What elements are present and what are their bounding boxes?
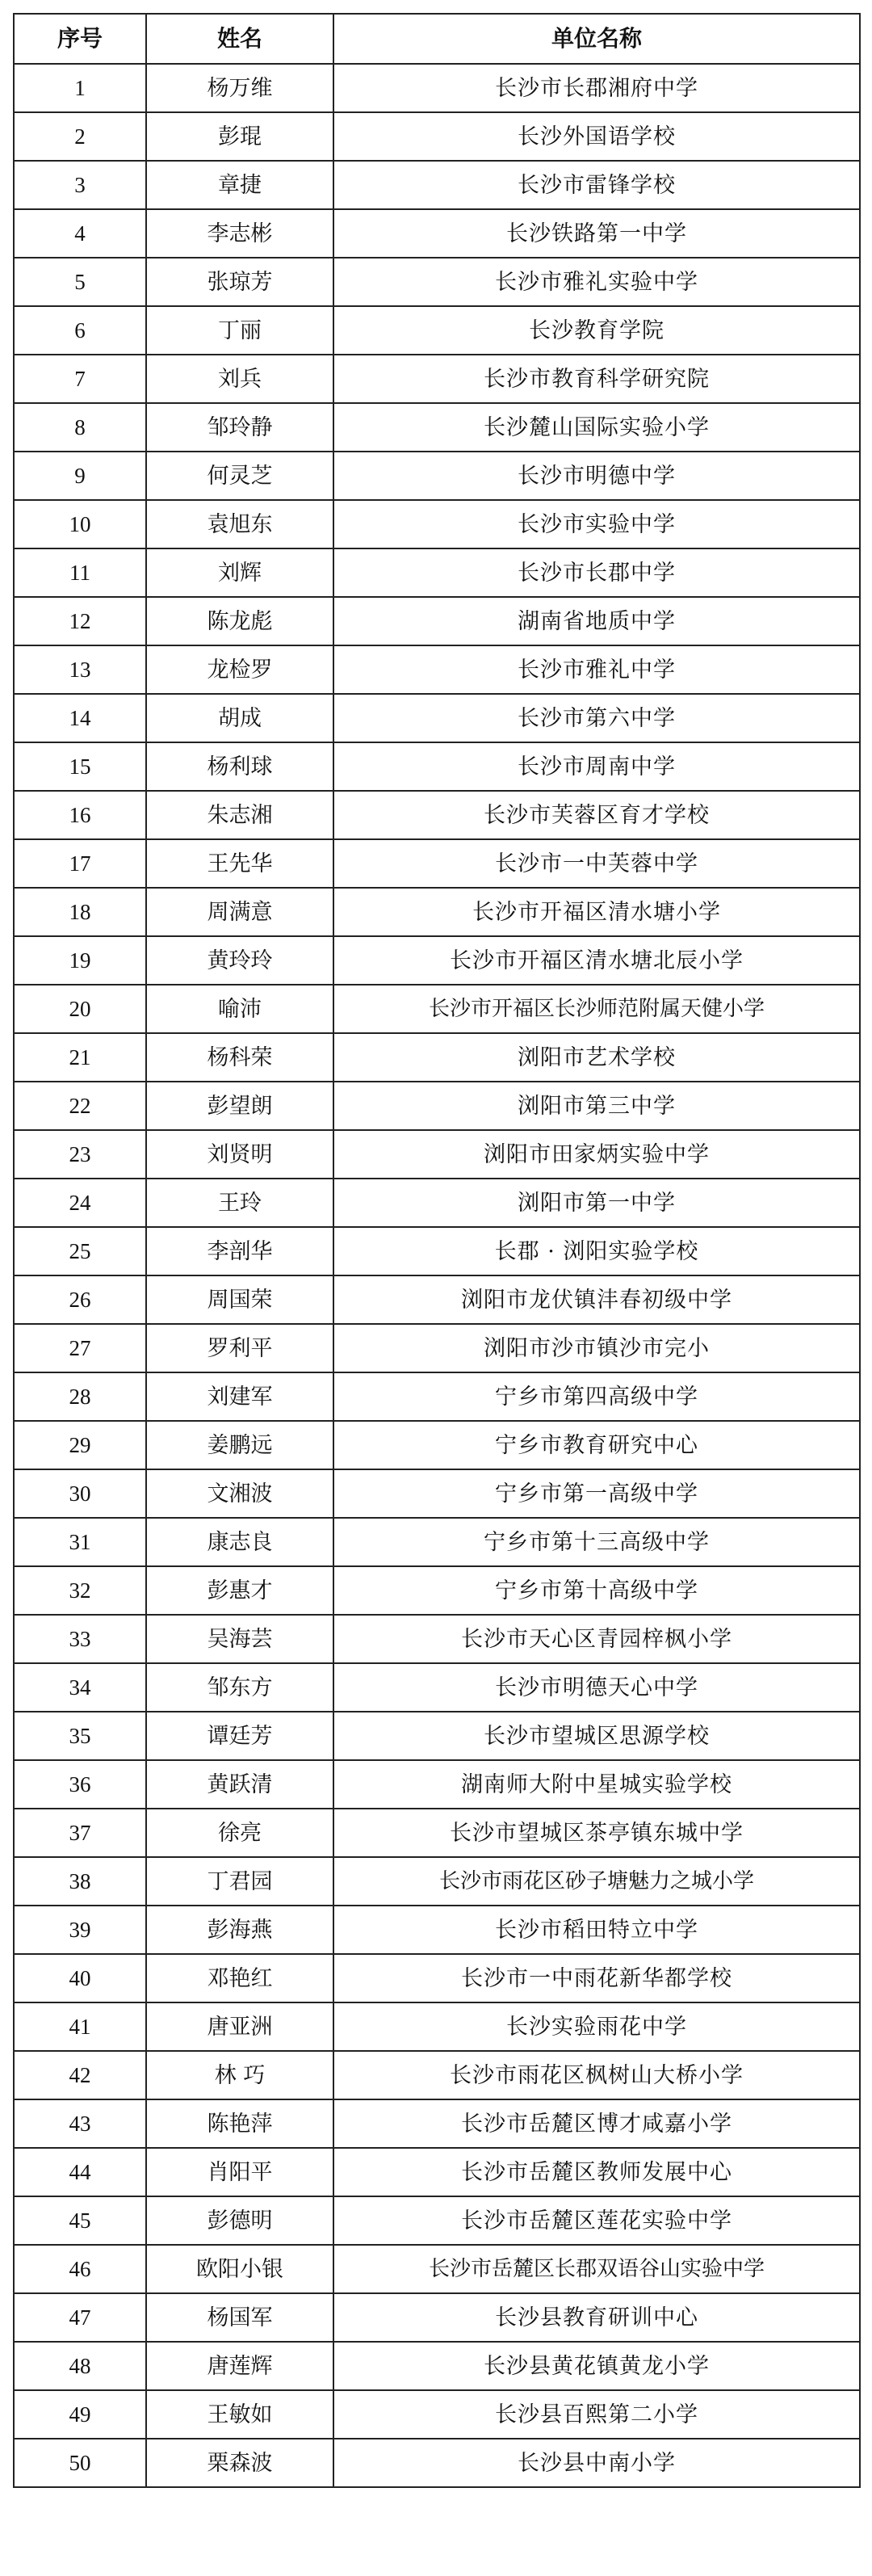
cell-organization: 长沙县教育研训中心: [333, 2293, 860, 2342]
cell-serial-number: 47: [14, 2293, 146, 2342]
cell-organization: 长沙市雷锋学校: [333, 161, 860, 209]
cell-organization: 宁乡市第一高级中学: [333, 1469, 860, 1518]
cell-serial-number: 17: [14, 839, 146, 888]
cell-name: 李剖华: [146, 1227, 333, 1275]
table-row: [14, 161, 860, 209]
roster-document: [13, 13, 859, 2488]
table-row: [14, 452, 860, 500]
cell-serial-number: 24: [14, 1179, 146, 1227]
cell-name: 彭海燕: [146, 1906, 333, 1954]
cell-serial-number: 50: [14, 2439, 146, 2487]
cell-serial-number: 16: [14, 791, 146, 839]
cell-organization: 长沙铁路第一中学: [333, 209, 860, 258]
cell-serial-number: 14: [14, 694, 146, 742]
cell-serial-number: 45: [14, 2196, 146, 2245]
table-row: [14, 1130, 860, 1179]
cell-name: 邹玲静: [146, 403, 333, 452]
cell-serial-number: 3: [14, 161, 146, 209]
cell-serial-number: 39: [14, 1906, 146, 1954]
cell-serial-number: 38: [14, 1857, 146, 1906]
cell-organization: 长沙市周南中学: [333, 742, 860, 791]
cell-name: 刘建军: [146, 1372, 333, 1421]
cell-organization: 长沙实验雨花中学: [333, 2002, 860, 2051]
table-row: [14, 1906, 860, 1954]
cell-name: 王玲: [146, 1179, 333, 1227]
table-row: [14, 1615, 860, 1663]
cell-serial-number: 4: [14, 209, 146, 258]
cell-serial-number: 32: [14, 1566, 146, 1615]
cell-serial-number: 35: [14, 1712, 146, 1760]
table-row: [14, 258, 860, 306]
cell-organization: 湖南师大附中星城实验学校: [333, 1760, 860, 1809]
cell-organization: 长沙市实验中学: [333, 500, 860, 548]
cell-organization: 浏阳市田家炳实验中学: [333, 1130, 860, 1179]
cell-organization: 宁乡市第十高级中学: [333, 1566, 860, 1615]
cell-name: 丁丽: [146, 306, 333, 355]
cell-name: 王先华: [146, 839, 333, 888]
cell-organization: 浏阳市艺术学校: [333, 1033, 860, 1082]
table-row: [14, 1421, 860, 1469]
cell-name: 彭惠才: [146, 1566, 333, 1615]
table-row: [14, 2148, 860, 2196]
cell-organization: 浏阳市第一中学: [333, 1179, 860, 1227]
cell-organization: 长沙市明德中学: [333, 452, 860, 500]
cell-serial-number: 5: [14, 258, 146, 306]
cell-serial-number: 2: [14, 112, 146, 161]
cell-name: 杨科荣: [146, 1033, 333, 1082]
cell-serial-number: 48: [14, 2342, 146, 2390]
table-row: [14, 2099, 860, 2148]
cell-name: 吴海芸: [146, 1615, 333, 1663]
header-organization: 单位名称: [333, 14, 860, 64]
table-row: [14, 112, 860, 161]
cell-organization: 长沙市天心区青园梓枫小学: [333, 1615, 860, 1663]
cell-name: 谭廷芳: [146, 1712, 333, 1760]
table-row: [14, 209, 860, 258]
table-row: [14, 2051, 860, 2099]
table-row: [14, 985, 860, 1033]
cell-name: 陈艳萍: [146, 2099, 333, 2148]
cell-organization: 宁乡市第四高级中学: [333, 1372, 860, 1421]
table-row: [14, 694, 860, 742]
cell-name: 杨国军: [146, 2293, 333, 2342]
cell-organization: 长沙县中南小学: [333, 2439, 860, 2487]
cell-name: 喻沛: [146, 985, 333, 1033]
cell-serial-number: 41: [14, 2002, 146, 2051]
table-row: [14, 1372, 860, 1421]
cell-serial-number: 1: [14, 64, 146, 112]
cell-name: 黄玲玲: [146, 936, 333, 985]
cell-name: 彭德明: [146, 2196, 333, 2245]
table-row: [14, 64, 860, 112]
cell-name: 黄跃清: [146, 1760, 333, 1809]
cell-name: 刘辉: [146, 548, 333, 597]
table-row: [14, 1082, 860, 1130]
cell-organization: 浏阳市龙伏镇沣春初级中学: [333, 1275, 860, 1324]
cell-name: 邓艳红: [146, 1954, 333, 2002]
cell-name: 袁旭东: [146, 500, 333, 548]
table-row: [14, 548, 860, 597]
cell-organization: 浏阳市第三中学: [333, 1082, 860, 1130]
table-row: [14, 1954, 860, 2002]
cell-serial-number: 12: [14, 597, 146, 645]
cell-serial-number: 29: [14, 1421, 146, 1469]
cell-serial-number: 46: [14, 2245, 146, 2293]
cell-serial-number: 40: [14, 1954, 146, 2002]
cell-name: 周国荣: [146, 1275, 333, 1324]
roster-table: [13, 13, 861, 2488]
cell-organization: 长沙县黄花镇黄龙小学: [333, 2342, 860, 2390]
cell-serial-number: 42: [14, 2051, 146, 2099]
cell-organization: 宁乡市第十三高级中学: [333, 1518, 860, 1566]
table-row: [14, 2293, 860, 2342]
cell-serial-number: 10: [14, 500, 146, 548]
cell-name: 胡成: [146, 694, 333, 742]
cell-organization: 长沙市明德天心中学: [333, 1663, 860, 1712]
cell-name: 徐亮: [146, 1809, 333, 1857]
cell-name: 文湘波: [146, 1469, 333, 1518]
table-row: [14, 888, 860, 936]
cell-serial-number: 18: [14, 888, 146, 936]
table-row: [14, 936, 860, 985]
table-row: [14, 403, 860, 452]
cell-name: 龙检罗: [146, 645, 333, 694]
cell-serial-number: 20: [14, 985, 146, 1033]
table-row: [14, 500, 860, 548]
cell-name: 周满意: [146, 888, 333, 936]
cell-name: 欧阳小银: [146, 2245, 333, 2293]
cell-serial-number: 34: [14, 1663, 146, 1712]
cell-name: 栗森波: [146, 2439, 333, 2487]
cell-organization: 长沙市一中雨花新华都学校: [333, 1954, 860, 2002]
table-row: [14, 2245, 860, 2293]
cell-organization: 长沙市稻田特立中学: [333, 1906, 860, 1954]
cell-organization: 长沙市雅礼实验中学: [333, 258, 860, 306]
table-row: [14, 2002, 860, 2051]
table-row: [14, 1324, 860, 1372]
cell-serial-number: 22: [14, 1082, 146, 1130]
cell-name: 彭琨: [146, 112, 333, 161]
cell-organization: 长沙市雨花区砂子塘魅力之城小学: [333, 1857, 860, 1906]
cell-organization: 长沙市第六中学: [333, 694, 860, 742]
table-row: [14, 1275, 860, 1324]
cell-name: 罗利平: [146, 1324, 333, 1372]
cell-name: 姜鹏远: [146, 1421, 333, 1469]
table-row: [14, 1663, 860, 1712]
header-name: 姓名: [146, 14, 333, 64]
cell-name: 李志彬: [146, 209, 333, 258]
table-row: [14, 839, 860, 888]
table-row: [14, 2342, 860, 2390]
cell-organization: 浏阳市沙市镇沙市完小: [333, 1324, 860, 1372]
table-row: [14, 1760, 860, 1809]
cell-serial-number: 37: [14, 1809, 146, 1857]
cell-organization: 长沙市岳麓区莲花实验中学: [333, 2196, 860, 2245]
cell-organization: 长沙市教育科学研究院: [333, 355, 860, 403]
cell-organization: 长沙市开福区清水塘北辰小学: [333, 936, 860, 985]
cell-serial-number: 27: [14, 1324, 146, 1372]
cell-organization: 长沙市长郡中学: [333, 548, 860, 597]
cell-organization: 长沙市岳麓区教师发展中心: [333, 2148, 860, 2196]
cell-name: 杨利球: [146, 742, 333, 791]
cell-organization: 长沙市雨花区枫树山大桥小学: [333, 2051, 860, 2099]
cell-serial-number: 9: [14, 452, 146, 500]
cell-name: 王敏如: [146, 2390, 333, 2439]
table-row: [14, 1712, 860, 1760]
table-row: [14, 1809, 860, 1857]
cell-serial-number: 30: [14, 1469, 146, 1518]
cell-organization: 长沙市望城区茶亭镇东城中学: [333, 1809, 860, 1857]
table-row: [14, 306, 860, 355]
cell-serial-number: 49: [14, 2390, 146, 2439]
cell-name: 唐亚洲: [146, 2002, 333, 2051]
cell-organization: 长沙市开福区长沙师范附属天健小学: [333, 985, 860, 1033]
cell-organization: 湖南省地质中学: [333, 597, 860, 645]
cell-organization: 长沙市雅礼中学: [333, 645, 860, 694]
cell-serial-number: 25: [14, 1227, 146, 1275]
cell-organization: 长沙市长郡湘府中学: [333, 64, 860, 112]
cell-organization: 宁乡市教育研究中心: [333, 1421, 860, 1469]
cell-name: 刘贤明: [146, 1130, 333, 1179]
cell-name: 杨万维: [146, 64, 333, 112]
table-row: [14, 355, 860, 403]
table-row: [14, 1566, 860, 1615]
cell-serial-number: 13: [14, 645, 146, 694]
cell-organization: 长沙市开福区清水塘小学: [333, 888, 860, 936]
cell-serial-number: 6: [14, 306, 146, 355]
cell-name: 唐莲辉: [146, 2342, 333, 2390]
cell-serial-number: 21: [14, 1033, 146, 1082]
table-row: [14, 1033, 860, 1082]
cell-organization: 长沙市望城区思源学校: [333, 1712, 860, 1760]
table-row: [14, 2196, 860, 2245]
cell-name: 朱志湘: [146, 791, 333, 839]
cell-name: 林 巧: [146, 2051, 333, 2099]
cell-name: 肖阳平: [146, 2148, 333, 2196]
cell-serial-number: 43: [14, 2099, 146, 2148]
table-row: [14, 2439, 860, 2487]
cell-organization: 长沙市岳麓区博才咸嘉小学: [333, 2099, 860, 2148]
cell-serial-number: 28: [14, 1372, 146, 1421]
cell-serial-number: 15: [14, 742, 146, 791]
cell-organization: 长沙教育学院: [333, 306, 860, 355]
table-row: [14, 2390, 860, 2439]
cell-name: 张琼芳: [146, 258, 333, 306]
table-body: [14, 64, 860, 2487]
table-row: [14, 1469, 860, 1518]
cell-serial-number: 31: [14, 1518, 146, 1566]
cell-name: 章捷: [146, 161, 333, 209]
table-row: [14, 1179, 860, 1227]
cell-organization: 长沙市岳麓区长郡双语谷山实验中学: [333, 2245, 860, 2293]
table-row: [14, 597, 860, 645]
cell-name: 康志良: [146, 1518, 333, 1566]
table-row: [14, 1518, 860, 1566]
cell-serial-number: 44: [14, 2148, 146, 2196]
cell-serial-number: 11: [14, 548, 146, 597]
cell-serial-number: 7: [14, 355, 146, 403]
cell-serial-number: 26: [14, 1275, 146, 1324]
table-row: [14, 791, 860, 839]
cell-serial-number: 36: [14, 1760, 146, 1809]
cell-organization: 长沙外国语学校: [333, 112, 860, 161]
table-row: [14, 645, 860, 694]
table-header-row: [14, 14, 860, 64]
cell-name: 何灵芝: [146, 452, 333, 500]
cell-name: 彭望朗: [146, 1082, 333, 1130]
table-row: [14, 1227, 860, 1275]
cell-serial-number: 23: [14, 1130, 146, 1179]
cell-name: 丁君园: [146, 1857, 333, 1906]
cell-serial-number: 33: [14, 1615, 146, 1663]
cell-serial-number: 19: [14, 936, 146, 985]
cell-serial-number: 8: [14, 403, 146, 452]
cell-name: 刘兵: [146, 355, 333, 403]
cell-organization: 长沙市一中芙蓉中学: [333, 839, 860, 888]
cell-organization: 长沙市芙蓉区育才学校: [333, 791, 860, 839]
table-row: [14, 1857, 860, 1906]
cell-organization: 长沙麓山国际实验小学: [333, 403, 860, 452]
header-serial-number: 序号: [14, 14, 146, 64]
cell-organization: 长沙县百熙第二小学: [333, 2390, 860, 2439]
cell-organization: 长郡 · 浏阳实验学校: [333, 1227, 860, 1275]
cell-name: 陈龙彪: [146, 597, 333, 645]
table-row: [14, 742, 860, 791]
cell-name: 邹东方: [146, 1663, 333, 1712]
